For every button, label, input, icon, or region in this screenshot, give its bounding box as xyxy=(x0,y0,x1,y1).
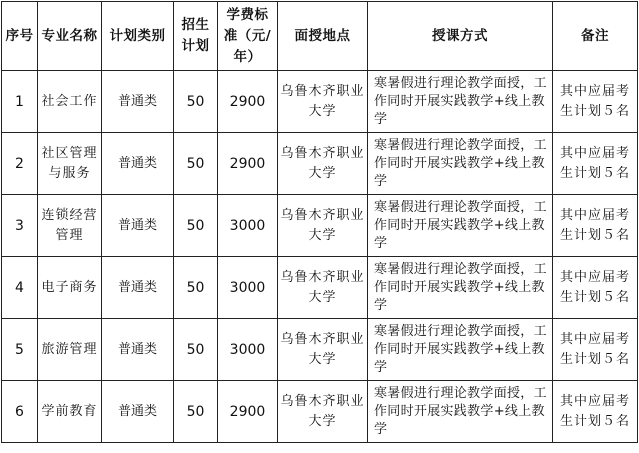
table-row xyxy=(2,319,638,381)
header-row xyxy=(2,2,638,71)
header-seq: 序号 xyxy=(2,2,38,71)
cell-tuition: 2900 xyxy=(218,381,278,443)
cell-location: 乌鲁木齐职业大学 xyxy=(278,257,368,319)
table-row xyxy=(2,133,638,195)
cell-major: 社会工作 xyxy=(38,71,102,133)
cell-plan-type: 普通类 xyxy=(102,381,174,443)
cell-enroll: 50 xyxy=(174,133,218,195)
cell-major: 旅游管理 xyxy=(38,319,102,381)
cell-enroll: 50 xyxy=(174,71,218,133)
cell-note: 其中应届考生计划５名 xyxy=(553,195,638,257)
cell-method: 寒暑假进行理论教学面授，工作同时开展实践教学+线上教学 xyxy=(368,319,553,381)
cell-tuition: 3000 xyxy=(218,257,278,319)
cell-note: 其中应届考生计划５名 xyxy=(553,381,638,443)
table-row xyxy=(2,381,638,443)
cell-method: 寒暑假进行理论教学面授，工作同时开展实践教学+线上教学 xyxy=(368,71,553,133)
cell-plan-type: 普通类 xyxy=(102,71,174,133)
cell-major: 电子商务 xyxy=(38,257,102,319)
cell-tuition: 2900 xyxy=(218,133,278,195)
cell-seq: 3 xyxy=(2,195,38,257)
cell-seq: 1 xyxy=(2,71,38,133)
header-note: 备注 xyxy=(553,2,638,71)
cell-enroll: 50 xyxy=(174,257,218,319)
header-major: 专业名称 xyxy=(38,2,102,71)
cell-enroll: 50 xyxy=(174,195,218,257)
cell-note: 其中应届考生计划５名 xyxy=(553,257,638,319)
header-location: 面授地点 xyxy=(278,2,368,71)
header-enroll-plan: 招生计划 xyxy=(174,2,218,71)
cell-plan-type: 普通类 xyxy=(102,133,174,195)
cell-plan-type: 普通类 xyxy=(102,195,174,257)
cell-location: 乌鲁木齐职业大学 xyxy=(278,133,368,195)
cell-location: 乌鲁木齐职业大学 xyxy=(278,71,368,133)
cell-seq: 2 xyxy=(2,133,38,195)
cell-note: 其中应届考生计划５名 xyxy=(553,133,638,195)
cell-location: 乌鲁木齐职业大学 xyxy=(278,319,368,381)
header-plan-type: 计划类别 xyxy=(102,2,174,71)
cell-method: 寒暑假进行理论教学面授，工作同时开展实践教学+线上教学 xyxy=(368,133,553,195)
cell-tuition: 3000 xyxy=(218,195,278,257)
cell-note: 其中应届考生计划５名 xyxy=(553,71,638,133)
cell-enroll: 50 xyxy=(174,319,218,381)
cell-location: 乌鲁木齐职业大学 xyxy=(278,381,368,443)
cell-location: 乌鲁木齐职业大学 xyxy=(278,195,368,257)
header-tuition: 学费标准（元/年） xyxy=(218,2,278,71)
cell-method: 寒暑假进行理论教学面授，工作同时开展实践教学+线上教学 xyxy=(368,257,553,319)
cell-seq: 4 xyxy=(2,257,38,319)
cell-major: 学前教育 xyxy=(38,381,102,443)
cell-method: 寒暑假进行理论教学面授，工作同时开展实践教学+线上教学 xyxy=(368,381,553,443)
table-row xyxy=(2,257,638,319)
cell-enroll: 50 xyxy=(174,381,218,443)
cell-tuition: 2900 xyxy=(218,71,278,133)
table-row xyxy=(2,195,638,257)
cell-plan-type: 普通类 xyxy=(102,319,174,381)
cell-plan-type: 普通类 xyxy=(102,257,174,319)
cell-method: 寒暑假进行理论教学面授，工作同时开展实践教学+线上教学 xyxy=(368,195,553,257)
cell-major: 社区管理与服务 xyxy=(38,133,102,195)
cell-seq: 5 xyxy=(2,319,38,381)
cell-major: 连锁经营管理 xyxy=(38,195,102,257)
cell-seq: 6 xyxy=(2,381,38,443)
enrollment-plan-table xyxy=(1,1,638,443)
cell-note: 其中应届考生计划５名 xyxy=(553,319,638,381)
table-row xyxy=(2,71,638,133)
header-method: 授课方式 xyxy=(368,2,553,71)
cell-tuition: 3000 xyxy=(218,319,278,381)
